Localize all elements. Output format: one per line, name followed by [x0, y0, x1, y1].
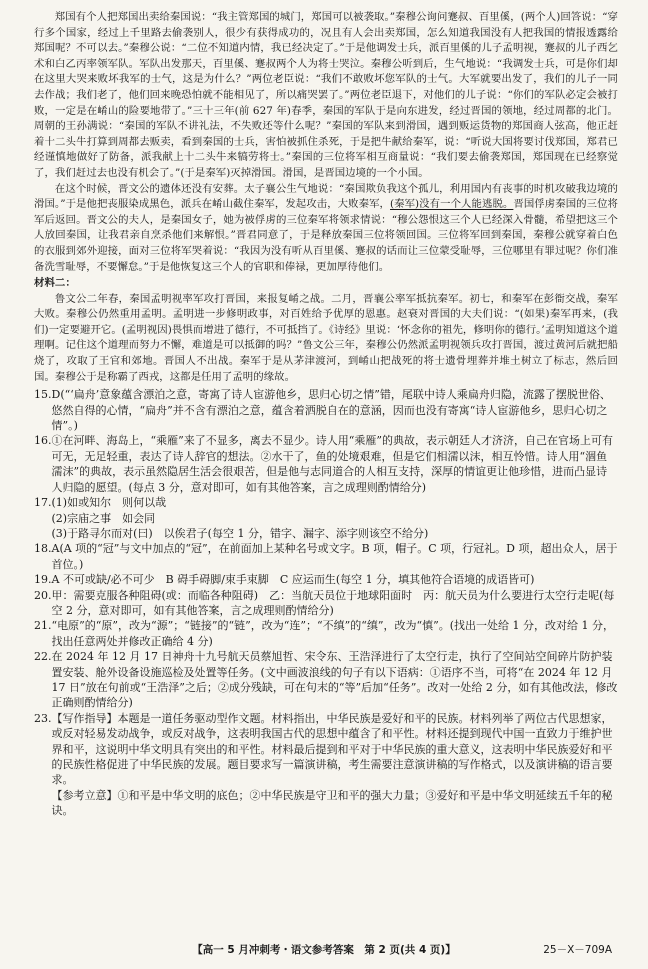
- answer-16: 16. ①在河畔、海岛上，“乘雁”来了不显多，离去不显少。诗人用“乘雁”的典故，表示朝廷人才济济，自己在官场上可有可无，无足轻重，表达了诗人辞官的想法。②水干了，鱼的处境艰难，但是它们相濡以沫，相互怜惜。诗人用“涸鱼濡沫”的典故，表示虽然隐居生活会很艰苦，但是他与志同道合的人相互支持，深厚的情谊更让他珍惜，进而凸显诗人归隐的愿望。(每点 3 分，意对即可，如有其他答案，言之成理则酌情给分): [34, 434, 613, 494]
- answer-21: 21. “电原”的“原”，改为“源”；“链接”的“链”，改为“连”；“不缜”的“缜”，改为“慎”。(找出一处给 1 分，改对给 1 分，找出任意两处并修改正确给 4 分): [34, 619, 614, 648]
- translation-paragraph-1: 郑国有个人把郑国出卖给秦国说：“我主管郑国的城门，郑国可以被袭取。”秦穆公询问蹇叔、百里傒，(两个人)回答说：“穿行多个国家，经过上千里路去偷袭别人，很少有获得成功的，况且有人会出卖郑国，怎么知道我国没有人把我国的情报透露给郑国呢？不可以去。”秦穆公说：“二位不知道内情，我已经决定了。”于是他调发士兵，派百里傒的儿子孟明视，蹇叔的儿子西乞术和白乙丙率领军队。军队出发那天，百里傒、蹇叔两个人为将士哭泣。秦穆公听到后，生气地说：“我调发士兵，可是你们却在这里大哭来败坏我军的士气，这是为什么？”两位老臣说：“我们不敢败坏您军队的士气。大军就要出发了，我们的儿子一同去作战；我们老了，他们回来晚恐怕就不能相见了，所以痛哭罢了。”两位老臣退下，对他们的儿子说：“你们的军队必定会被打败，一定是在崤山的险要地带了。”三十三年(前 627 年)春季，秦国的军队于是向东进发，经过晋国的领地，经过周都的北门。周朝的王孙满说：“秦国的军队不讲礼法，不失败还等什么呢？”秦国的军队来到滑国，遇到贩运货物的郑国商人弦高，他正赶着十二头牛打算到周都去贩卖，看到秦国的士兵，害怕被抓住杀死，于是把牛献给秦军，说：“听说大国将要讨伐郑国，郑君已经谨慎地做好了防备，派我献上十二头牛来犒劳将士。”秦国的三位将军相互商量说：“我们要去偷袭郑国，郑国现在已经察觉了，我们赶过去也没有机会了。”(于是秦军)灭掉滑国。滑国，是晋国边境的一个小国。: [34, 11, 618, 179]
- answer-19: 19. A 不可或缺/必不可少 B 碍手碍脚/束手束脚 C 应运而生(每空 1 分，填其他符合语境的成语皆可): [34, 573, 535, 587]
- underlined-sentence: (秦军)没有一个人能逃脱。: [390, 198, 514, 211]
- answer-17: 17. (1)如或知尔 则何以哉 (2)宗庙之事 如会同 (3)于路寻尔而对(曰) 以俟君子(每空 1 分，错字、漏字、添字则该空不给分): [34, 496, 429, 540]
- answer-20: 20. 甲：需要克服各种阻碍(或：而临各种阻碍) 乙：当航天员位于地球阳面时 丙：航天员为什么要进行太空行走呢(每空 2 分，意对即可，如有其他答案，言之成理则酌情给分): [34, 588, 615, 617]
- material2-label: 材料二：: [34, 277, 76, 290]
- answer-22: 22. 在 2024 年 12 月 17 日神舟十九号航天员蔡旭哲、宋令东、王浩泽进行了太空行走，执行了空间站空间碎片防护装置安装、舱外设备设施巡检及处置等任务。(文中画波浪线的句子有以下语病：①语序不当，可将“在 2024 年 12 月 17 日”放在句前或“王浩泽”之后；②成分残缺，可在句末的“等”后加“任务”。改对一处给 2 分，如有其他改法，修改正确则酌情给分): [34, 650, 618, 710]
- answer-18: 18. A(A 项的“冠”与文中加点的“冠”，在前面加上某种名号或文字。B 项，帽子。C 项，行冠礼。D 项，超出众人，居于首位。): [34, 542, 618, 571]
- material2-paragraph: 鲁文公二年春，秦国孟明视率军攻打晋国，来报复崤之战。二月，晋襄公率军抵抗秦军。初七，和秦军在彭衙交战，秦军大败。秦穆公仍然重用孟明。孟明进一步修明政事，对百姓给予优厚的恩惠。赵衰对晋国的大夫们说：“(如果)秦军再来，(我们)一定要避开它。(孟明视因)畏惧而增进了德行，不可抵挡了。《诗经》里说：‘怀念你的祖先，修明你的德行。’孟明知道这个道理啊。记住这个道理而努力不懈，难道是可以抵御的吗？”鲁文公三年，秦穆公仍然派孟明视领兵攻打晋国，渡过黄河后就把船烧了，攻取了王官和郊地。晋国人不出战。秦军于是从茅津渡河，到崤山把战死的将士遗骨埋葬并堆土树立了标志，然后回国。秦穆公于是称霸了西戎，这都是任用了孟明的缘故。: [34, 292, 618, 383]
- page-footer: [0, 942, 648, 957]
- answer-15: 15. D(“‘扁舟’意象蕴含漂泊之意，寄寓了诗人宦游他乡，思归心切之情”错，尾联中诗人乘扁舟归隐，流露了摆脱世俗、悠然自得的心情，“扁舟”并不含有漂泊之意，蕴含着洒脱自在的意涵，因而也没有寄寓“诗人宦游他乡，思归心切之情”。): [34, 388, 611, 433]
- answer-23: 23. 【写作指导】本题是一道任务驱动型作文题。材料指出，中华民族是爱好和平的民族。材料列举了两位古代思想家，或反对轻易发动战争，或反对战争，这表明我国古代的思想中蕴含了和平性。材料还提到现代中国一直致力于维护世界和平，这说明中华文明具有突出的和平性。材料最后提到和平对于中华民族的重大意义，这表明中华民族爱好和平的民族性格促进了中华民族的发展。题目要求写一篇演讲稿，考生需要注意演讲稿的写作格式，以及演讲稿的语言要求。 【参考立意】①和平是中华文明的底色；②中华民族是守卫和平的强大力量；③爱好和平是中华文明延续五千年的秘诀。: [34, 711, 613, 818]
- footer-title: 【高一 5 月冲刺考・语文参考答案 第 2 页(共 4 页)】: [192, 944, 456, 956]
- answers-section: [34, 387, 618, 818]
- translation-section: [34, 10, 618, 385]
- translation-paragraph-2: 在这个时候，晋文公的遗体还没有安葬。太子襄公生气地说：“秦国欺负我这个孤儿，利用国内有丧事的时机攻破我边境的滑国。”于是他把丧服染成黑色，派兵在崤山截住秦军，发起攻击，大败秦军，(秦军)没有一个人能逃脱。晋国俘虏秦国的三位将军后返回。晋文公的夫人，是秦国女子，她为被俘虏的三位秦军将领求情说：“穆公怨恨这三个人已经深入骨髓，希望把这三个人放回秦国，让我君亲自烹杀他们来解恨。”晋君同意了，于是释放秦国三位将领回国。三位将军回到秦国，秦穆公就穿着白色的衣服到郊外迎接，面对三位将军哭着说：“我因为没有听从百里傒、蹇叔的话而让三位蒙受耻辱，三位哪里有罪过呢？你们准备洗雪耻辱，不要懈怠。”于是他恢复这三个人的官职和俸禄，更加厚待他们。: [34, 182, 619, 273]
- paper-code: 25－X－709A: [543, 944, 612, 956]
